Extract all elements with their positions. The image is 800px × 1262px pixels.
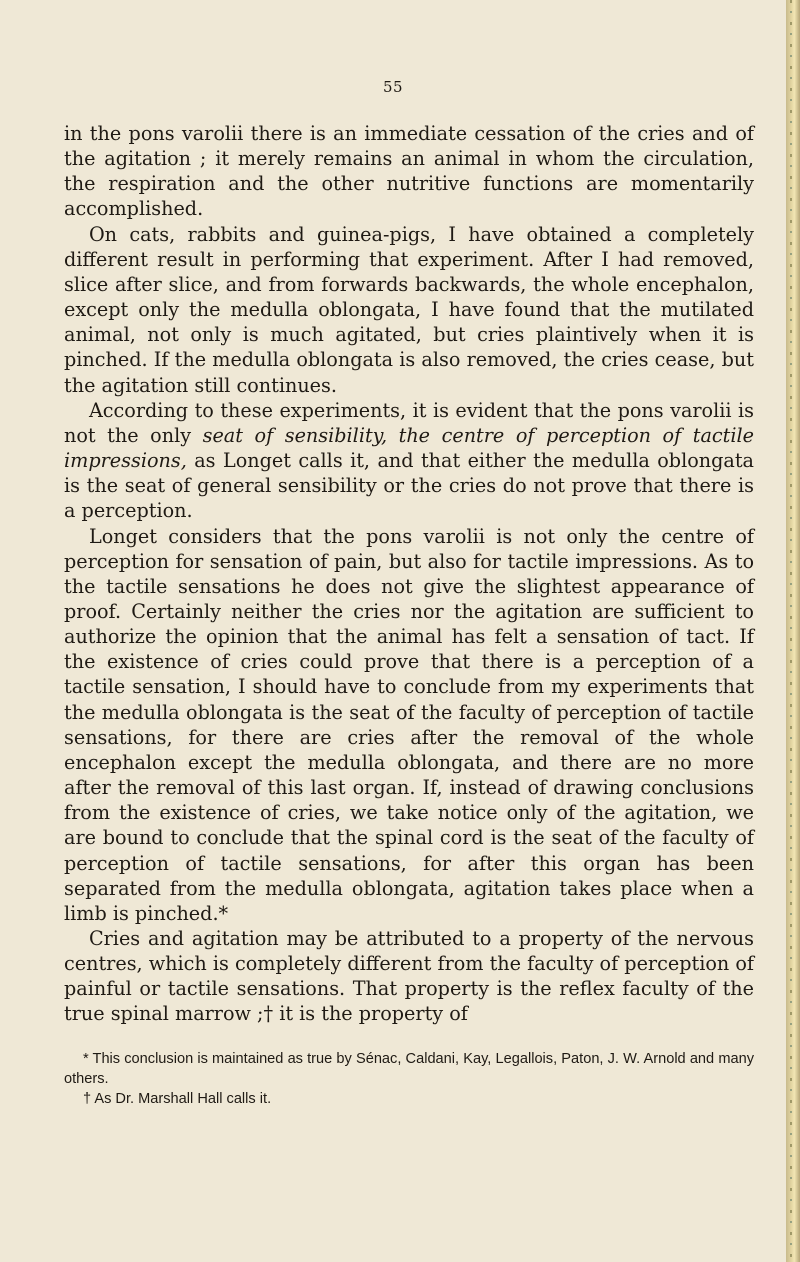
paragraph-text: According to these experiments, it is evident that the pons varolii is not the only [64,398,754,447]
footnote: † As Dr. Marshall Hall calls it. [82,1091,272,1107]
paragraph-text: Longet considers that the pons varolii is not only the centre of perception for sensation of pain, but also for tactile impressions. As to the tactile sensations he does not give the slightest appearance of proof. Certainly neither the cries nor the agitation are sufficient to authorize the opinion that the animal has felt a sensation of tact. If the existence of cries could prove that there is a perception of a tactile sensation, I should have to conclude from my experiments that the medulla oblongata is the seat of the faculty of perception of tactile sensations, for there are cries after the removal of the whole encephalon except the medulla oblongata, and there are no more after the removal of this last organ. If, instead of drawing conclusions from the existence of cries, we take notice only of the agitation, we are bound to conclude that the spinal cord is the seat of the faculty of perception of tactile sensations, for after this organ has been separated from the medulla oblongata, agitation takes place when a limb is pinched.* [64,524,754,925]
paragraph-text: On cats, rabbits and guinea-pigs, I have obtained a completely different result in performing that experiment. After I had removed, slice after slice, and from forwards backwards, the whole encephalon, except only the medulla oblongata, I have found that the mutilated animal, not only is much agitated, but cries plaintively when it is pinched. If the medulla oblongata is also removed, the cries cease, but the agitation still continues. [64,222,754,397]
paragraph-text: as Longet calls it, and that either the medulla oblongata is the seat of general sensibility or the cries do not prove that there is a perception. [64,449,754,523]
page-number: 55 [382,78,404,96]
paragraph [64,926,754,1027]
paragraph [64,524,754,927]
paragraph [64,121,754,222]
paragraph [64,398,754,524]
page-edge-binding [786,0,800,1262]
paragraph-text: in the pons varolii there is an immediate cessation of the cries and of the agitation ; it merely remains an animal in whom the circulation, the respiration and the other nutritive functions are momentarily accomplished. [64,122,754,221]
footnote: * This conclusion is maintained as true by Sénac, Caldani, Kay, Legallois, Paton, J. W. Arnold and many others. [64,1051,754,1087]
paragraph-text: Cries and agitation may be attributed to a property of the nervous centres, which is completely different from the faculty of perception of painful or tactile sensations. That property is the reflex faculty of the true spinal marrow ;† it is the property of [64,927,754,1026]
paragraph [64,222,754,398]
footnotes [64,1049,754,1109]
body-text [64,121,754,1027]
italic-phrase: seat of sensibility, the centre of perception of tactile impressions, [64,423,755,473]
